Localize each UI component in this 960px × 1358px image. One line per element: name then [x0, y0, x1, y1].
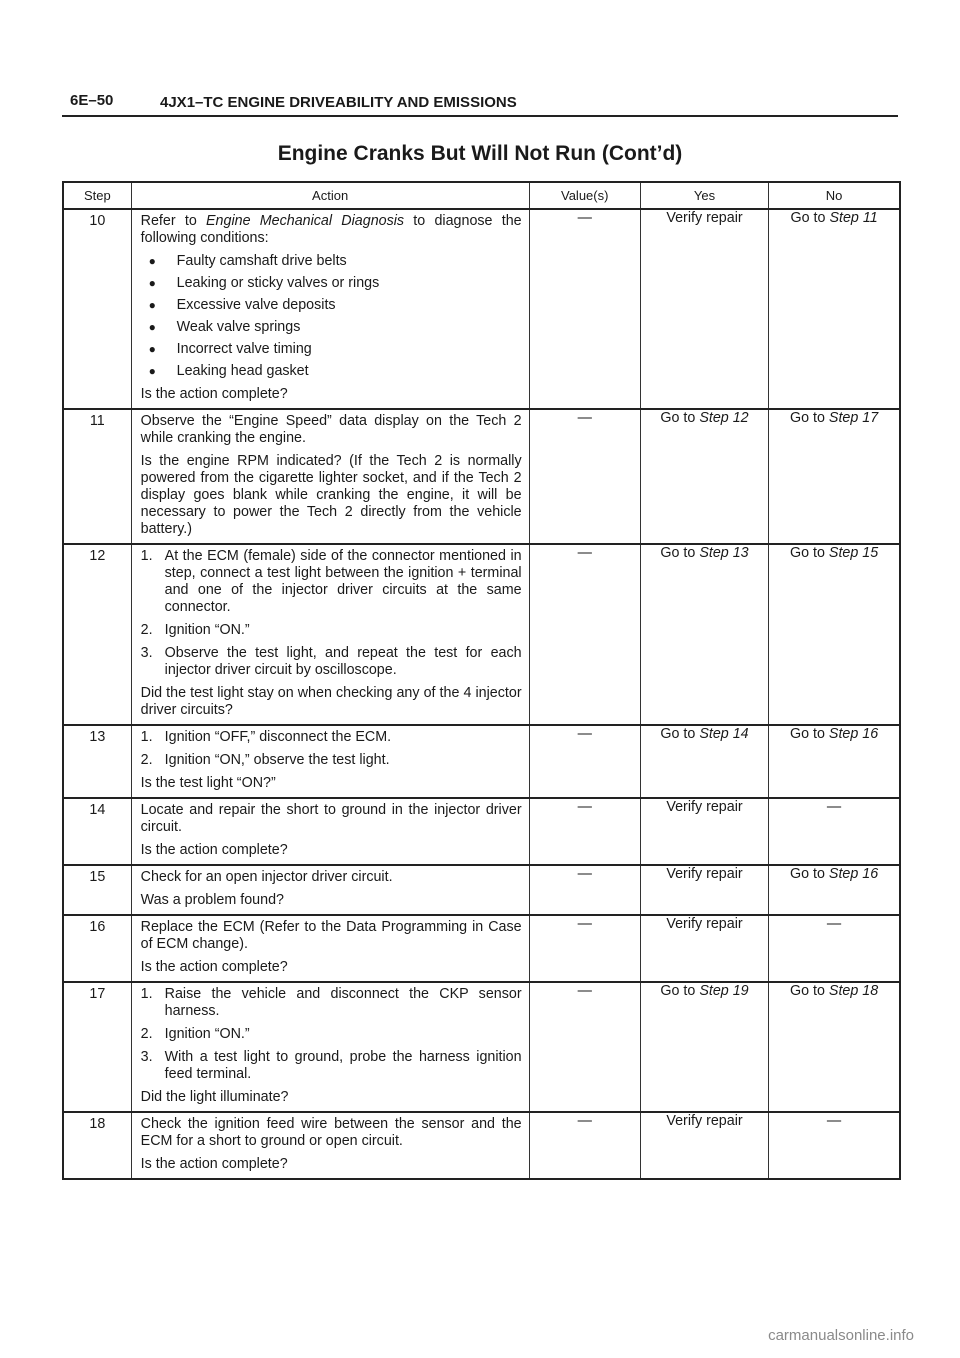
no-cell: — — [769, 798, 900, 865]
value-cell: — — [529, 798, 640, 865]
reference-link: Engine Mechanical Diagnosis — [206, 213, 405, 229]
list-item: 1. At the ECM (female) side of the connector mentioned in step, connect a test light between the ignition + terminal and one of the injector driver circuits at the same connector. — [140, 548, 522, 615]
no-cell — [769, 982, 900, 1112]
step-link: Step 15 — [828, 545, 879, 561]
action-question: Is the test light “ON?” — [140, 775, 276, 791]
action-cell — [131, 544, 529, 725]
list-item: ● Leaking head gasket — [141, 363, 522, 380]
intro-text: to diagnose the following conditions: — [140, 213, 522, 246]
action-question: Is the engine RPM indicated? (If the Tech 2 is normally powered from the cigarette lighter socket, and if the Tech 2 display goes blank while cranking the engine, it will be necessary to power the Tech 2 directly from the vehicle battery.) — [140, 453, 522, 537]
action-question: Is the action complete? — [140, 1156, 288, 1172]
step-number: 16 — [63, 915, 131, 982]
action-question: Is the action complete? — [140, 386, 288, 402]
yes-cell — [640, 725, 768, 798]
goto-text: Go to — [789, 866, 829, 882]
goto-text: Go to — [789, 726, 829, 742]
procedure-list — [141, 729, 522, 769]
list-item: 2. Ignition “ON.” — [141, 622, 522, 639]
action-cell — [131, 1112, 529, 1179]
yes-cell — [640, 409, 768, 544]
no-cell — [769, 725, 900, 798]
watermark: carmanualsonline.info — [768, 1327, 914, 1344]
step-number: 13 — [63, 725, 131, 798]
table-row — [63, 1112, 900, 1179]
step-number: 11 — [63, 409, 131, 544]
yes-cell: Verify repair — [640, 209, 768, 409]
yes-cell: Verify repair — [640, 915, 768, 982]
value-cell: — — [529, 1112, 640, 1179]
no-cell — [769, 544, 900, 725]
item-text: Ignition “OFF,” disconnect the ECM. — [164, 729, 392, 745]
step-number: 17 — [63, 982, 131, 1112]
step-link: Step 17 — [828, 410, 879, 426]
list-item: ● Faulty camshaft drive belts — [141, 253, 522, 270]
condition-list — [141, 253, 522, 380]
list-item: ● Weak valve springs — [141, 319, 522, 336]
action-text: Locate and repair the short to ground in the injector driver circuit. — [140, 802, 522, 835]
action-cell — [131, 798, 529, 865]
no-cell — [769, 865, 900, 915]
table-row — [63, 865, 900, 915]
action-question: Did the test light stay on when checking any of the 4 injector driver circuits? — [140, 685, 522, 718]
item-text: With a test light to ground, probe the harness ignition feed terminal. — [164, 1049, 522, 1082]
action-cell — [131, 865, 529, 915]
value-cell: — — [529, 915, 640, 982]
no-cell: — — [769, 915, 900, 982]
col-step-header: Step — [63, 182, 131, 209]
header-rule — [62, 115, 898, 117]
yes-cell: Verify repair — [640, 1112, 768, 1179]
step-link: Step 12 — [699, 410, 749, 426]
goto-text: Go to — [789, 983, 829, 999]
procedure-list — [141, 986, 522, 1083]
table-row — [63, 409, 900, 544]
action-cell — [131, 725, 529, 798]
action-text: Replace the ECM (Refer to the Data Programming in Case of ECM change). — [140, 919, 522, 952]
col-yes-header: Yes — [640, 182, 768, 209]
step-link: Step 18 — [828, 983, 879, 999]
step-number: 14 — [63, 798, 131, 865]
step-link: Step 11 — [829, 210, 878, 226]
table-row — [63, 798, 900, 865]
step-number: 18 — [63, 1112, 131, 1179]
goto-text: Go to — [789, 545, 829, 561]
table-row — [63, 915, 900, 982]
table-row — [63, 544, 900, 725]
procedure-list — [141, 548, 522, 679]
action-question: Was a problem found? — [140, 892, 284, 908]
step-number: 15 — [63, 865, 131, 915]
table-row — [63, 209, 900, 409]
no-cell — [769, 209, 900, 409]
table-header-row — [63, 182, 900, 209]
list-item: ● Excessive valve deposits — [141, 297, 522, 314]
action-question: Did the light illuminate? — [140, 1089, 289, 1105]
action-question: Is the action complete? — [140, 842, 288, 858]
page-title: Engine Cranks But Will Not Run (Cont’d) — [277, 142, 683, 165]
value-cell: — — [529, 544, 640, 725]
action-text: Observe the “Engine Speed” data display on the Tech 2 while cranking the engine. — [140, 413, 522, 446]
goto-text: Go to — [790, 210, 830, 226]
list-item: 1. Ignition “OFF,” disconnect the ECM. — [141, 729, 522, 746]
value-cell: — — [529, 725, 640, 798]
action-intro — [141, 213, 522, 247]
item-text: Ignition “ON.” — [164, 622, 250, 638]
intro-text: Refer to — [140, 213, 206, 229]
item-text: Ignition “ON.” — [164, 1026, 250, 1042]
no-cell: — — [769, 1112, 900, 1179]
goto-text: Go to — [660, 410, 700, 426]
value-cell: — — [529, 982, 640, 1112]
col-action-header: Action — [131, 182, 529, 209]
table-row — [63, 982, 900, 1112]
no-cell — [769, 409, 900, 544]
action-cell — [131, 982, 529, 1112]
goto-text: Go to — [660, 545, 700, 561]
diagnostic-table — [62, 181, 901, 1180]
list-item: 2. Ignition “ON.” — [141, 1026, 522, 1043]
step-link: Step 13 — [699, 545, 749, 561]
page-number: 6E–50 — [70, 92, 114, 109]
list-item: 1. Raise the vehicle and disconnect the CKP sensor harness. — [140, 986, 522, 1019]
action-cell — [131, 409, 529, 544]
list-item: 2. Ignition “ON,” observe the test light. — [141, 752, 522, 769]
step-link: Step 16 — [828, 726, 879, 742]
action-question: Is the action complete? — [140, 959, 288, 975]
goto-text: Go to — [789, 410, 829, 426]
list-item: 3. With a test light to ground, probe the harness ignition feed terminal. — [140, 1049, 522, 1082]
step-link: Step 16 — [828, 866, 879, 882]
value-cell: — — [529, 409, 640, 544]
table-row — [63, 725, 900, 798]
item-text: Observe the test light, and repeat the test for each injector driver circuit by oscilloscope. — [164, 645, 522, 678]
goto-text: Go to — [660, 726, 700, 742]
list-item: 3. Observe the test light, and repeat the test for each injector driver circuit by oscilloscope. — [140, 645, 522, 678]
item-text: Ignition “ON,” observe the test light. — [164, 752, 390, 768]
value-cell: — — [529, 209, 640, 409]
step-number: 12 — [63, 544, 131, 725]
action-cell — [131, 915, 529, 982]
list-item: ● Incorrect valve timing — [141, 341, 522, 358]
col-no-header: No — [769, 182, 900, 209]
item-text: At the ECM (female) side of the connector mentioned in step, connect a test light between the ignition + terminal and one of the injector driver circuits at the same connector. — [164, 548, 522, 615]
goto-text: Go to — [660, 983, 700, 999]
step-number: 10 — [63, 209, 131, 409]
yes-cell: Verify repair — [640, 798, 768, 865]
action-text: Check for an open injector driver circuit. — [140, 869, 393, 885]
step-link: Step 14 — [699, 726, 749, 742]
section-title: 4JX1–TC ENGINE DRIVEABILITY AND EMISSIONS — [160, 94, 517, 111]
yes-cell — [640, 544, 768, 725]
list-item: ● Leaking or sticky valves or rings — [141, 275, 522, 292]
step-link: Step 19 — [699, 983, 749, 999]
value-cell: — — [529, 865, 640, 915]
item-text: Raise the vehicle and disconnect the CKP sensor harness. — [164, 986, 522, 1019]
action-cell — [131, 209, 529, 409]
col-values-header: Value(s) — [529, 182, 640, 209]
yes-cell — [640, 982, 768, 1112]
action-text: Check the ignition feed wire between the sensor and the ECM for a short to ground or open circuit. — [140, 1116, 522, 1149]
yes-cell: Verify repair — [640, 865, 768, 915]
